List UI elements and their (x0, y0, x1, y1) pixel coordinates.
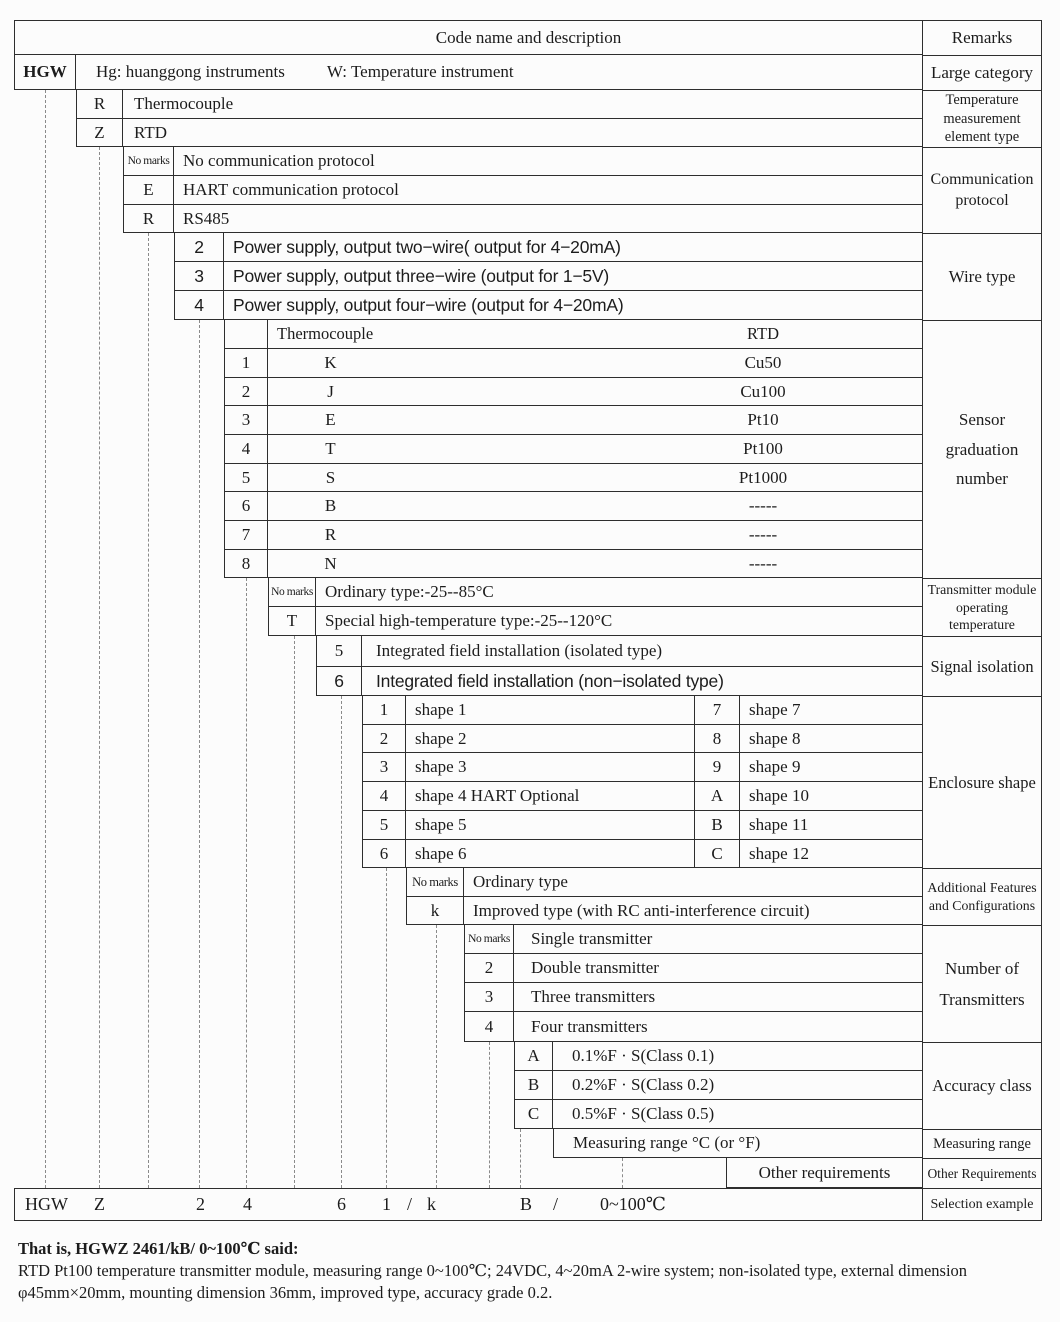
dashed-guide-line (246, 578, 247, 1188)
desc-cell: Special high-temperature type:-25--120°C (325, 611, 613, 630)
table-row (76, 90, 922, 119)
code-cell: 3 (224, 406, 268, 434)
code-cell: E (123, 176, 174, 204)
code-cell: C (514, 1100, 553, 1128)
dashed-guide-line (520, 1129, 521, 1188)
table-row (362, 696, 922, 725)
rtd-value: ----- (748, 496, 778, 515)
desc-cell: shape 9 (749, 757, 801, 776)
table-row (406, 897, 922, 925)
dashed-guide-line (294, 636, 295, 1188)
desc-cell: shape 6 (415, 843, 467, 863)
remark-cell: Enclosure shape (923, 697, 1041, 869)
dashed-guide-line (436, 925, 437, 1188)
desc-cell: HART communication protocol (183, 180, 399, 199)
table-row (406, 868, 922, 897)
table-row (174, 291, 922, 320)
rtd-value: Cu50 (744, 353, 782, 372)
code-cell: 5 (224, 464, 268, 491)
rtd-value: ----- (748, 553, 778, 573)
desc-cell (76, 55, 922, 89)
rtd-value: ----- (748, 525, 778, 544)
dashed-guide-line (45, 90, 46, 1188)
dashed-guide-line (489, 1042, 490, 1188)
table-row (464, 983, 922, 1012)
dashed-guide-line (199, 320, 200, 1188)
desc-cell: shape 7 (749, 700, 801, 719)
code-cell: 5 (316, 636, 362, 666)
table-row (224, 349, 922, 378)
code-cell: 7 (694, 696, 740, 724)
table-row (224, 406, 922, 435)
dashed-guide-line (148, 233, 149, 1188)
measuring-range-row (553, 1129, 922, 1158)
remark-cell: Temperature measurement element type (923, 91, 1041, 148)
desc-cell (268, 378, 922, 405)
rtd-value: Cu100 (740, 381, 786, 401)
desc-cell: shape 2 (415, 728, 467, 748)
table-row (362, 782, 922, 811)
remark-cell: Wire type (923, 234, 1041, 321)
desc-cell: Power supply, output three−wire (output for 1−5V) (233, 265, 610, 286)
table-row (224, 521, 922, 550)
desc-cell: Other requirements (758, 1162, 891, 1182)
desc-cell: shape 4 HART Optional (415, 786, 580, 805)
desc-cell: shape 10 (749, 786, 809, 805)
example-separator: / (553, 1194, 559, 1214)
code-cell: 2 (174, 233, 224, 261)
rtd-value: Pt1000 (738, 467, 788, 487)
code-cell: 7 (224, 521, 268, 549)
code-cell: HGW (14, 55, 76, 89)
remark-cell: Transmitter module operating temperature (923, 579, 1041, 637)
rtd-column-label: RTD (746, 324, 779, 343)
code-cell: 2 (464, 954, 514, 982)
table-row (362, 753, 922, 782)
rtd-value: Pt100 (743, 439, 783, 458)
code-cell: 6 (224, 492, 268, 520)
desc-cell: Four transmitters (531, 1016, 648, 1036)
remark-cell: Sensor graduation number (923, 321, 1041, 579)
table-row (514, 1100, 922, 1129)
desc-cell (268, 492, 922, 520)
desc-cell: RS485 (183, 208, 230, 228)
desc-cell: Ordinary type (473, 872, 568, 891)
thermocouple-value: R (324, 525, 337, 544)
code-cell: B (694, 811, 740, 839)
column-title: Code name and description (435, 27, 622, 47)
footer-note (18, 1238, 1048, 1304)
code-cell: R (123, 205, 174, 232)
code-cell: 5 (362, 811, 406, 839)
desc-cell: shape 8 (749, 728, 801, 748)
w-meaning: W: Temperature instrument (326, 62, 514, 81)
dashed-guide-line (386, 868, 387, 1188)
table-row (224, 492, 922, 521)
code-cell: A (514, 1042, 553, 1070)
table-row (464, 1012, 922, 1042)
desc-cell: Integrated field installation (isolated type) (376, 641, 663, 660)
desc-cell: shape 5 (415, 815, 467, 834)
desc-cell: 0.1%F · S(Class 0.1) (572, 1046, 715, 1065)
table-row (316, 636, 922, 667)
example-code: 4 (243, 1194, 252, 1214)
code-cell: 4 (464, 1012, 514, 1041)
code-cell: A (694, 782, 740, 810)
desc-cell (268, 550, 922, 577)
example-code: HGW (25, 1194, 68, 1214)
table-row (514, 1042, 922, 1071)
desc-cell: Power supply, output four−wire (output for 4−20mA) (233, 294, 624, 315)
example-code: 6 (337, 1194, 346, 1214)
remark-cell: Number of Transmitters (923, 926, 1041, 1043)
code-cell: No marks (123, 147, 174, 175)
code-cell: 3 (362, 753, 406, 781)
remark-cell: Additional Features and Configurations (923, 869, 1041, 926)
desc-cell: No communication protocol (183, 151, 375, 170)
remark-cell: Signal isolation (923, 637, 1041, 697)
table-row (14, 55, 922, 90)
table-row (224, 378, 922, 406)
desc-cell: shape 12 (749, 843, 809, 863)
desc-cell: Measuring range °C (or °F) (573, 1133, 761, 1152)
table-header-row (14, 20, 922, 55)
table-row (268, 578, 922, 607)
example-code: Z (94, 1194, 105, 1214)
desc-cell: Three transmitters (531, 987, 656, 1006)
code-cell: 1 (362, 696, 406, 724)
desc-cell (268, 320, 922, 348)
code-cell: 1 (224, 349, 268, 377)
rtd-value: Pt10 (747, 410, 779, 429)
selection-example-row (14, 1188, 922, 1221)
desc-cell: Power supply, output two−wire( output for 4−20mA) (233, 236, 621, 257)
table-row (224, 435, 922, 464)
code-cell: 8 (224, 550, 268, 577)
table-row (224, 550, 922, 578)
code-cell: 3 (174, 262, 224, 290)
example-code: 1 (382, 1194, 391, 1214)
code-cell (224, 320, 268, 348)
remark-cell: Large category (923, 56, 1041, 91)
dashed-guide-line (341, 696, 342, 1188)
code-cell: 3 (464, 983, 514, 1011)
remarks-title: Remarks (923, 21, 1041, 56)
example-code: 2 (196, 1194, 205, 1214)
desc-cell (268, 435, 922, 463)
remark-cell: Selection example (930, 1196, 1034, 1212)
desc-cell: Ordinary type:-25--85°C (325, 582, 494, 601)
code-cell: 8 (694, 725, 740, 752)
remarks-column (922, 20, 1042, 1221)
code-cell: No marks (268, 578, 316, 606)
desc-cell (268, 406, 922, 434)
thermocouple-value: E (325, 410, 336, 429)
thermocouple-value: K (324, 353, 337, 372)
code-cell: 4 (362, 782, 406, 810)
desc-cell: Thermocouple (134, 94, 234, 113)
desc-cell: shape 3 (415, 757, 467, 776)
thermocouple-value: B (324, 496, 337, 515)
desc-cell: shape 11 (749, 815, 809, 834)
table-row (224, 464, 922, 492)
thermocouple-value: J (327, 381, 334, 401)
example-separator: / (407, 1194, 413, 1214)
table-row (123, 176, 922, 205)
table-row (514, 1071, 922, 1100)
code-cell: No marks (406, 868, 464, 896)
table-row (268, 607, 922, 636)
example-code: k (427, 1194, 436, 1214)
hg-meaning: Hg: huanggong instruments (96, 62, 285, 81)
desc-cell: Integrated field installation (non−isolated type) (376, 670, 724, 691)
dashed-guide-line (99, 147, 100, 1188)
code-cell: 4 (174, 291, 224, 319)
desc-cell: 0.5%F · S(Class 0.5) (572, 1104, 715, 1123)
table-row (362, 840, 922, 868)
table-row (464, 954, 922, 983)
footer-line-3: φ45mm×20mm, mounting dimension 36mm, improved type, accuracy grade 0.2. (18, 1283, 553, 1302)
remark-cell: Measuring range (923, 1130, 1041, 1159)
desc-cell: 0.2%F · S(Class 0.2) (572, 1075, 715, 1094)
remark-cell: Communication protocol (923, 148, 1041, 234)
sensor-header-row (224, 320, 922, 349)
table-row (362, 725, 922, 753)
table-row (362, 811, 922, 840)
thermocouple-value: T (325, 439, 336, 458)
code-cell: R (76, 90, 123, 118)
code-cell: 6 (362, 840, 406, 867)
example-code: B (520, 1194, 533, 1214)
thermocouple-column-label: Thermocouple (277, 324, 374, 343)
table-row (316, 667, 922, 696)
footer-line-2: RTD Pt100 temperature transmitter module, measuring range 0~100℃; 24VDC, 4~20mA 2-wire system; non-isolated type, external dimension (18, 1261, 968, 1280)
code-cell: Z (76, 119, 123, 146)
thermocouple-value: S (325, 467, 336, 487)
table-row (174, 233, 922, 262)
code-cell: 2 (362, 725, 406, 752)
other-requirements-row (726, 1158, 922, 1188)
code-cell: k (406, 897, 464, 924)
desc-cell: RTD (134, 122, 167, 142)
code-cell: T (268, 607, 316, 635)
code-cell: 4 (224, 435, 268, 463)
code-cell: B (514, 1071, 553, 1099)
remark-cell: Other Requirements (923, 1159, 1041, 1189)
code-cell: No marks (464, 925, 514, 953)
table-row (174, 262, 922, 291)
table-row (76, 119, 922, 147)
desc-cell: Double transmitter (531, 958, 659, 977)
dashed-guide-line (622, 1158, 623, 1188)
table-row (464, 925, 922, 954)
example-range: 0~100℃ (600, 1194, 666, 1214)
thermocouple-value: N (324, 553, 337, 573)
code-cell: 6 (316, 667, 362, 695)
desc-cell (268, 464, 922, 491)
desc-cell: Improved type (with RC anti-interference circuit) (473, 900, 810, 920)
table-row (123, 147, 922, 176)
code-cell: 2 (224, 378, 268, 405)
desc-cell: Single transmitter (531, 929, 653, 948)
desc-cell (268, 521, 922, 549)
code-cell: 9 (694, 753, 740, 781)
desc-cell (268, 349, 922, 377)
table-row (123, 205, 922, 233)
remark-cell: Accuracy class (923, 1043, 1041, 1130)
desc-cell: shape 1 (415, 700, 467, 719)
code-cell: C (694, 840, 740, 867)
footer-line-1: That is, HGWZ 2461/kB/ 0~100℃ said: (18, 1239, 299, 1258)
